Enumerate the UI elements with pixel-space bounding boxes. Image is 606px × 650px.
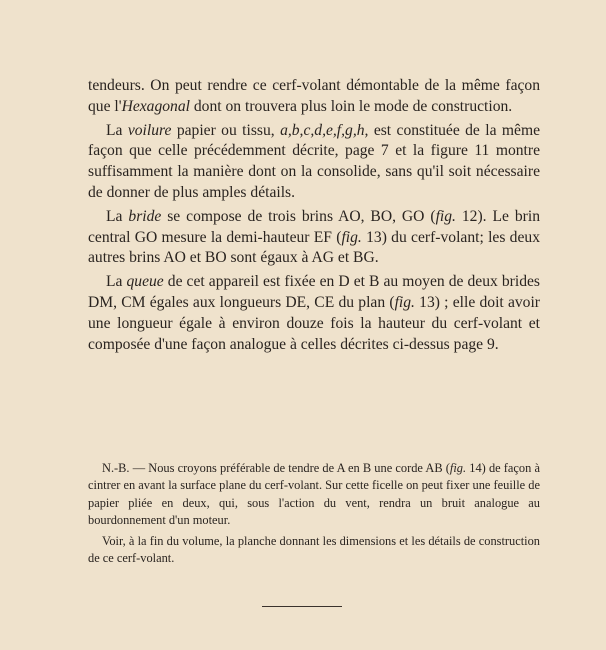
paragraph-bride [88,207,540,269]
italic-term: fig. [394,293,415,311]
italic-term: Hexagonal [121,97,190,115]
text-run: tendeurs. On peut rendre ce cerf-volant démontable de la même façon que l' [88,77,540,115]
italic-term: fig. [341,228,362,246]
text-run: se compose de trois brins AO, BO, GO ( [161,207,436,225]
paragraph-voilure [88,121,540,204]
text-run: La [106,207,129,225]
footnote-voir: Voir, à la fin du volume, la planche donnant les dimensions et les détails de construction de ce cerf-volant. [88,533,540,566]
text-run: 13) ; elle doit avoir une longueur égale à environ douze fois la hauteur du cerf-volant et composée d'une façon analogue à celles décrites ci-dessus page 9. [88,293,540,353]
footnote [88,460,540,570]
text-run: dont on trouvera plus loin le mode de construction. [189,97,513,115]
italic-term: bride [128,207,162,225]
text-run: 14) de façon à cintrer en avant la surface plane du cerf-volant. Sur cette ficelle on peut fixer une feuille de papier pliée en deux, qui, sous l'action du vent, rendra un bruit analogue au bourdonnement d'un moteur. [88,461,540,528]
italic-term: queue [126,273,164,291]
paragraph-queue [88,272,540,355]
text-run: de cet appareil est fixée en D et B au moyen de deux brides DM, CM égales aux longueurs DE, CE du plan ( [88,273,540,311]
italic-term: a,b,c,d,e,f,g,h, [280,121,369,139]
footnote-nb [88,460,540,530]
text-run: La [106,121,128,139]
italic-term: fig. [449,461,467,475]
italic-term: voilure [127,121,172,139]
text-run: 13) du cerf-volant; les deux autres brins AO et BO sont égaux à AG et BG. [88,228,540,267]
paragraph-continuation [88,76,540,118]
text-run: 12). Le brin central GO mesure la demi-hauteur EF ( [88,207,540,246]
italic-term: fig. [435,207,456,225]
text-run: est constituée de la même façon que celle précédemment décrite, page 7 et la figure 11 montre suffisamment la manière dont on la consolide, sans qu'il soit nécessaire de donner de plus amples détails. [88,121,540,201]
main-text [88,76,540,358]
text-run: N.-B. — Nous croyons préférable de tendre de A en B une corde AB ( [102,461,450,475]
separator-rule [262,606,342,607]
text-run: La [106,273,127,291]
text-run: papier ou tissu, [171,121,281,139]
